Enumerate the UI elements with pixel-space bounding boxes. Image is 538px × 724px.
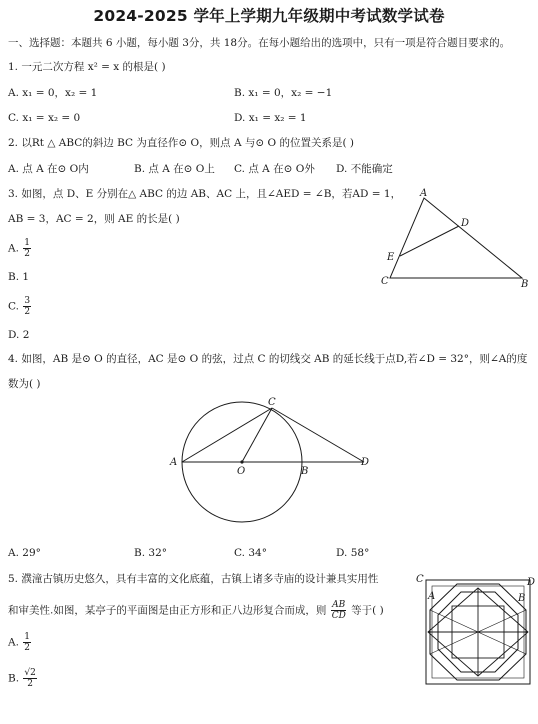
- page-title: 2024-2025 学年上学期九年级期中考试数学试卷: [93, 7, 445, 25]
- q4-label-o: O: [237, 466, 246, 477]
- q4-stem-line2: 数为( ): [8, 378, 41, 390]
- q4-label-c: C: [268, 397, 276, 408]
- q2-option-a: A. 点 A 在⊙ O内: [8, 163, 89, 175]
- q3-stem-line2: AB = 3，AC = 2，则 AE 的长是( ): [8, 213, 180, 225]
- q3-option-a: A. $\frac{1}{2}$: [8, 238, 30, 259]
- q2-stem: 2. 以Rt △ ABC的斜边 BC 为直径作⊙ O，则点 A 与⊙ O 的位置关系是( ): [8, 137, 354, 149]
- q5-label-c: C: [416, 574, 424, 585]
- q4-stem-line1: 4. 如图，AB 是⊙ O 的直径，AC 是⊙ O 的弦，过点 C 的切线交 AB 的延长线于点D,若∠D = 32°，则∠A的度: [8, 353, 528, 365]
- fraction: $\frac{1}{2}$: [24, 238, 30, 259]
- q1-stem: 1. 一元二次方程 x² = x 的根是( ): [8, 61, 166, 73]
- q1-option-b: B. x₁ = 0，x₂ = −1: [234, 87, 333, 99]
- q4-label-b: B: [301, 466, 309, 477]
- q5-label-a: A: [428, 591, 436, 602]
- q4-label-d: D: [361, 457, 370, 468]
- q2-option-c: C. 点 A 在⊙ O外: [234, 163, 315, 175]
- q3-triangle-figure: [372, 186, 532, 292]
- fraction: $\frac{1}{2}$: [24, 632, 30, 653]
- q3-label-a: A: [420, 188, 428, 199]
- q5-option-a: A. $\frac{1}{2}$: [8, 632, 30, 653]
- q1-option-a: A. x₁ = 0，x₂ = 1: [8, 87, 98, 99]
- ratio-fraction: $\frac{AB}{CD}$: [331, 600, 346, 621]
- q4-option-b: B. 32°: [134, 547, 168, 559]
- q5-stem-line2: 和审美性.如图，某亭子的平面图是由正方形和正八边形复合而成，则 $\frac{AB}{CD}$ 等于( ): [8, 600, 384, 621]
- q3-label-c: C: [381, 276, 389, 287]
- q3-label-b: B: [521, 279, 529, 290]
- q3-label-e: E: [387, 252, 395, 263]
- q5-pavilion-figure: [414, 572, 536, 696]
- q3-option-d: D. 2: [8, 329, 30, 341]
- q2-option-b: B. 点 A 在⊙ O上: [134, 163, 215, 175]
- section-heading: 一、选择题：本题共 6 小题，每小题 3分，共 18分。在每小题给出的选项中，只有一项是符合题目要求的。: [8, 37, 511, 49]
- q3-label-d: D: [461, 218, 470, 229]
- q3-stem-line1: 3. 如图，点 D、E 分别在△ ABC 的边 AB、AC 上，且∠AED = ∠B，若AD = 1，: [8, 188, 402, 200]
- fraction: $\frac{3}{2}$: [24, 296, 31, 317]
- q5-label-b: B: [518, 593, 526, 604]
- q2-option-d: D. 不能确定: [336, 163, 393, 175]
- q5-stem-line1: 5. 濮潼古镇历史悠久，具有丰富的文化底蕴，古镇上诸多寺庙的设计兼具实用性: [8, 573, 379, 585]
- fraction: $\frac{√2}{2}$: [24, 668, 36, 689]
- q4-option-a: A. 29°: [8, 547, 41, 559]
- q4-circle-figure: [164, 394, 380, 526]
- q5-option-b: B. $\frac{√2}{2}$: [8, 668, 36, 689]
- q4-label-a: A: [170, 457, 178, 468]
- q4-option-c: C. 34°: [234, 547, 267, 559]
- q1-option-d: D. x₁ = x₂ = 1: [234, 112, 307, 124]
- q5-label-d: D: [527, 577, 536, 588]
- q3-option-b: B. 1: [8, 271, 30, 283]
- q1-option-c: C. x₁ = x₂ = 0: [8, 112, 81, 124]
- q3-option-c: C. $\frac{3}{2}$: [8, 296, 31, 317]
- q4-option-d: D. 58°: [336, 547, 370, 559]
